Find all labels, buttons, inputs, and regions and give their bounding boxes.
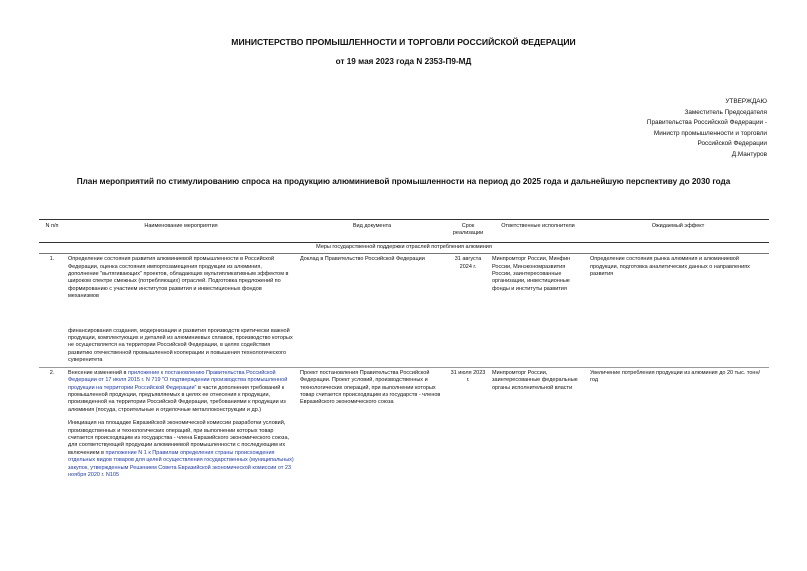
approval-line: Заместитель Председателя: [684, 108, 767, 116]
order-number: от 19 мая 2023 года N 2353-П9-МД: [335, 57, 472, 66]
row-name-continuation: финансирования создания, модернизации и развития производств критически важной продукции, комплектующих и деталей из алюминиевых сплавов, производство которых не осуществляется на территории Российской Федерации, в целях содействия развитию отечественной промышленной кооперации и повышения технологического суверенитета: [68, 327, 293, 364]
col-header-effect: Ожидаемый эффект: [587, 220, 769, 243]
row-doc: Проект постановления Правительства Российской Федерации. Проект условий, производственных и технологических операций, при выполнении которых товар считается происходящим из государств - членов Евразийского экономического союза: [297, 367, 447, 481]
approval-line: Российской Федерации: [697, 140, 767, 148]
row-number: 1.: [49, 256, 55, 263]
row-name: [65, 367, 297, 481]
table-header-row: [39, 220, 769, 243]
approval-line: Д.Мантуров: [731, 150, 767, 158]
resolution-719-link[interactable]: приложение к постановлению Правительства Российской Федерации от 17 июля 2015 г. N 719 "О подтверждении производства промышленной продукции на территории Российской Федерации": [68, 369, 288, 391]
row-doc: Доклад в Правительство Российской Федерации: [300, 256, 425, 263]
row-name-text: Определение состояния развития алюминиевой промышленности в Российской Федерации, оценка состояния импортозамещения продукции из алюминия, дополнение "вытягивающих" проектов, обладающих мультипликативным эффектом в широком спектре смежных (потребляющих) отраслей. Подготовка предложений по формированию с участием институтов развития и инвестиционных фондов механизмов: [68, 256, 289, 300]
approval-block: [647, 97, 767, 161]
ministry-heading: МИНИСТЕРСТВО ПРОМЫШЛЕННОСТИ И ТОРГОВЛИ РОССИЙСКОЙ ФЕДЕРАЦИИ: [231, 37, 576, 47]
row-name-text: Инициация на площадке Евразийской экономической комиссии разработки условий, производственных и технологических операций, при выполнении которых товар считается происходящим из государства - члена Евразийского экономического союза, для соответствующей продукции алюминиевой промышленности с последующим их включением в: [68, 420, 290, 456]
row-number: 2.: [39, 367, 65, 481]
row-term: 31 июля 2023 г.: [447, 367, 489, 481]
plan-table: [39, 219, 769, 481]
section-title: Меры государственной поддержки отраслей потребления алюминия: [39, 242, 769, 253]
table-row: [39, 254, 769, 367]
approval-line: УТВЕРЖДАЮ: [725, 98, 767, 105]
approval-line: Правительства Российской Федерации -: [646, 119, 767, 127]
row-effect: Увеличение потребления продукции из алюминия до 20 тыс. тонн/год: [587, 367, 769, 481]
row-effect: Определение состояния рынка алюминия и алюминиевой продукции, подготовка аналитических данных о направлениях развития: [590, 256, 750, 278]
row-name: [65, 254, 297, 367]
row-name-text: Внесение изменений в: [68, 369, 128, 376]
row-exec: Минпромторг России, заинтересованные федеральные органы исполнительной власти: [489, 367, 587, 481]
section-row: [39, 242, 769, 253]
row-name-text: в части дополнения требований к промышленной продукции, предъявляемых в целях ее отнесения к продукции, произведенной на территории Российской Федерации, требованиями к продукции из алюминия (посуда, строительные и отделочные металлоконструкции и др.): [68, 384, 286, 413]
col-header-num: N п/п: [39, 220, 65, 243]
col-header-term: Срок реализации: [447, 220, 489, 243]
approval-line: Министр промышленности и торговли: [653, 129, 767, 137]
document-title: План мероприятий по стимулированию спроса на продукцию алюминиевой промышленности на период до 2025 года и дальнейшую перспективу до 2030 года: [76, 177, 731, 186]
row-term: 31 августа 2024 г.: [454, 256, 482, 270]
col-header-name: Наименование мероприятия: [65, 220, 297, 243]
row-name-paragraph-2: [68, 420, 294, 479]
row-exec: Минпромторг России, Минфин России, Минэкономразвития России, заинтересованные организации, инвестиционные фонды и институты развития: [492, 256, 571, 292]
eec-decision-link[interactable]: приложение N 1 к Правилам определения страны происхождения отдельных видов товаров для целей осуществления государственных (муниципальных) закупок, утвержденным Решением Совета Евразийской экономической комиссии от 23 ноября 2020 г. N105: [68, 449, 294, 478]
col-header-exec: Ответственные исполнители: [489, 220, 587, 243]
col-header-doc: Вид документа: [297, 220, 447, 243]
table-row: [39, 367, 769, 481]
row-name-paragraph-1: [68, 370, 294, 414]
